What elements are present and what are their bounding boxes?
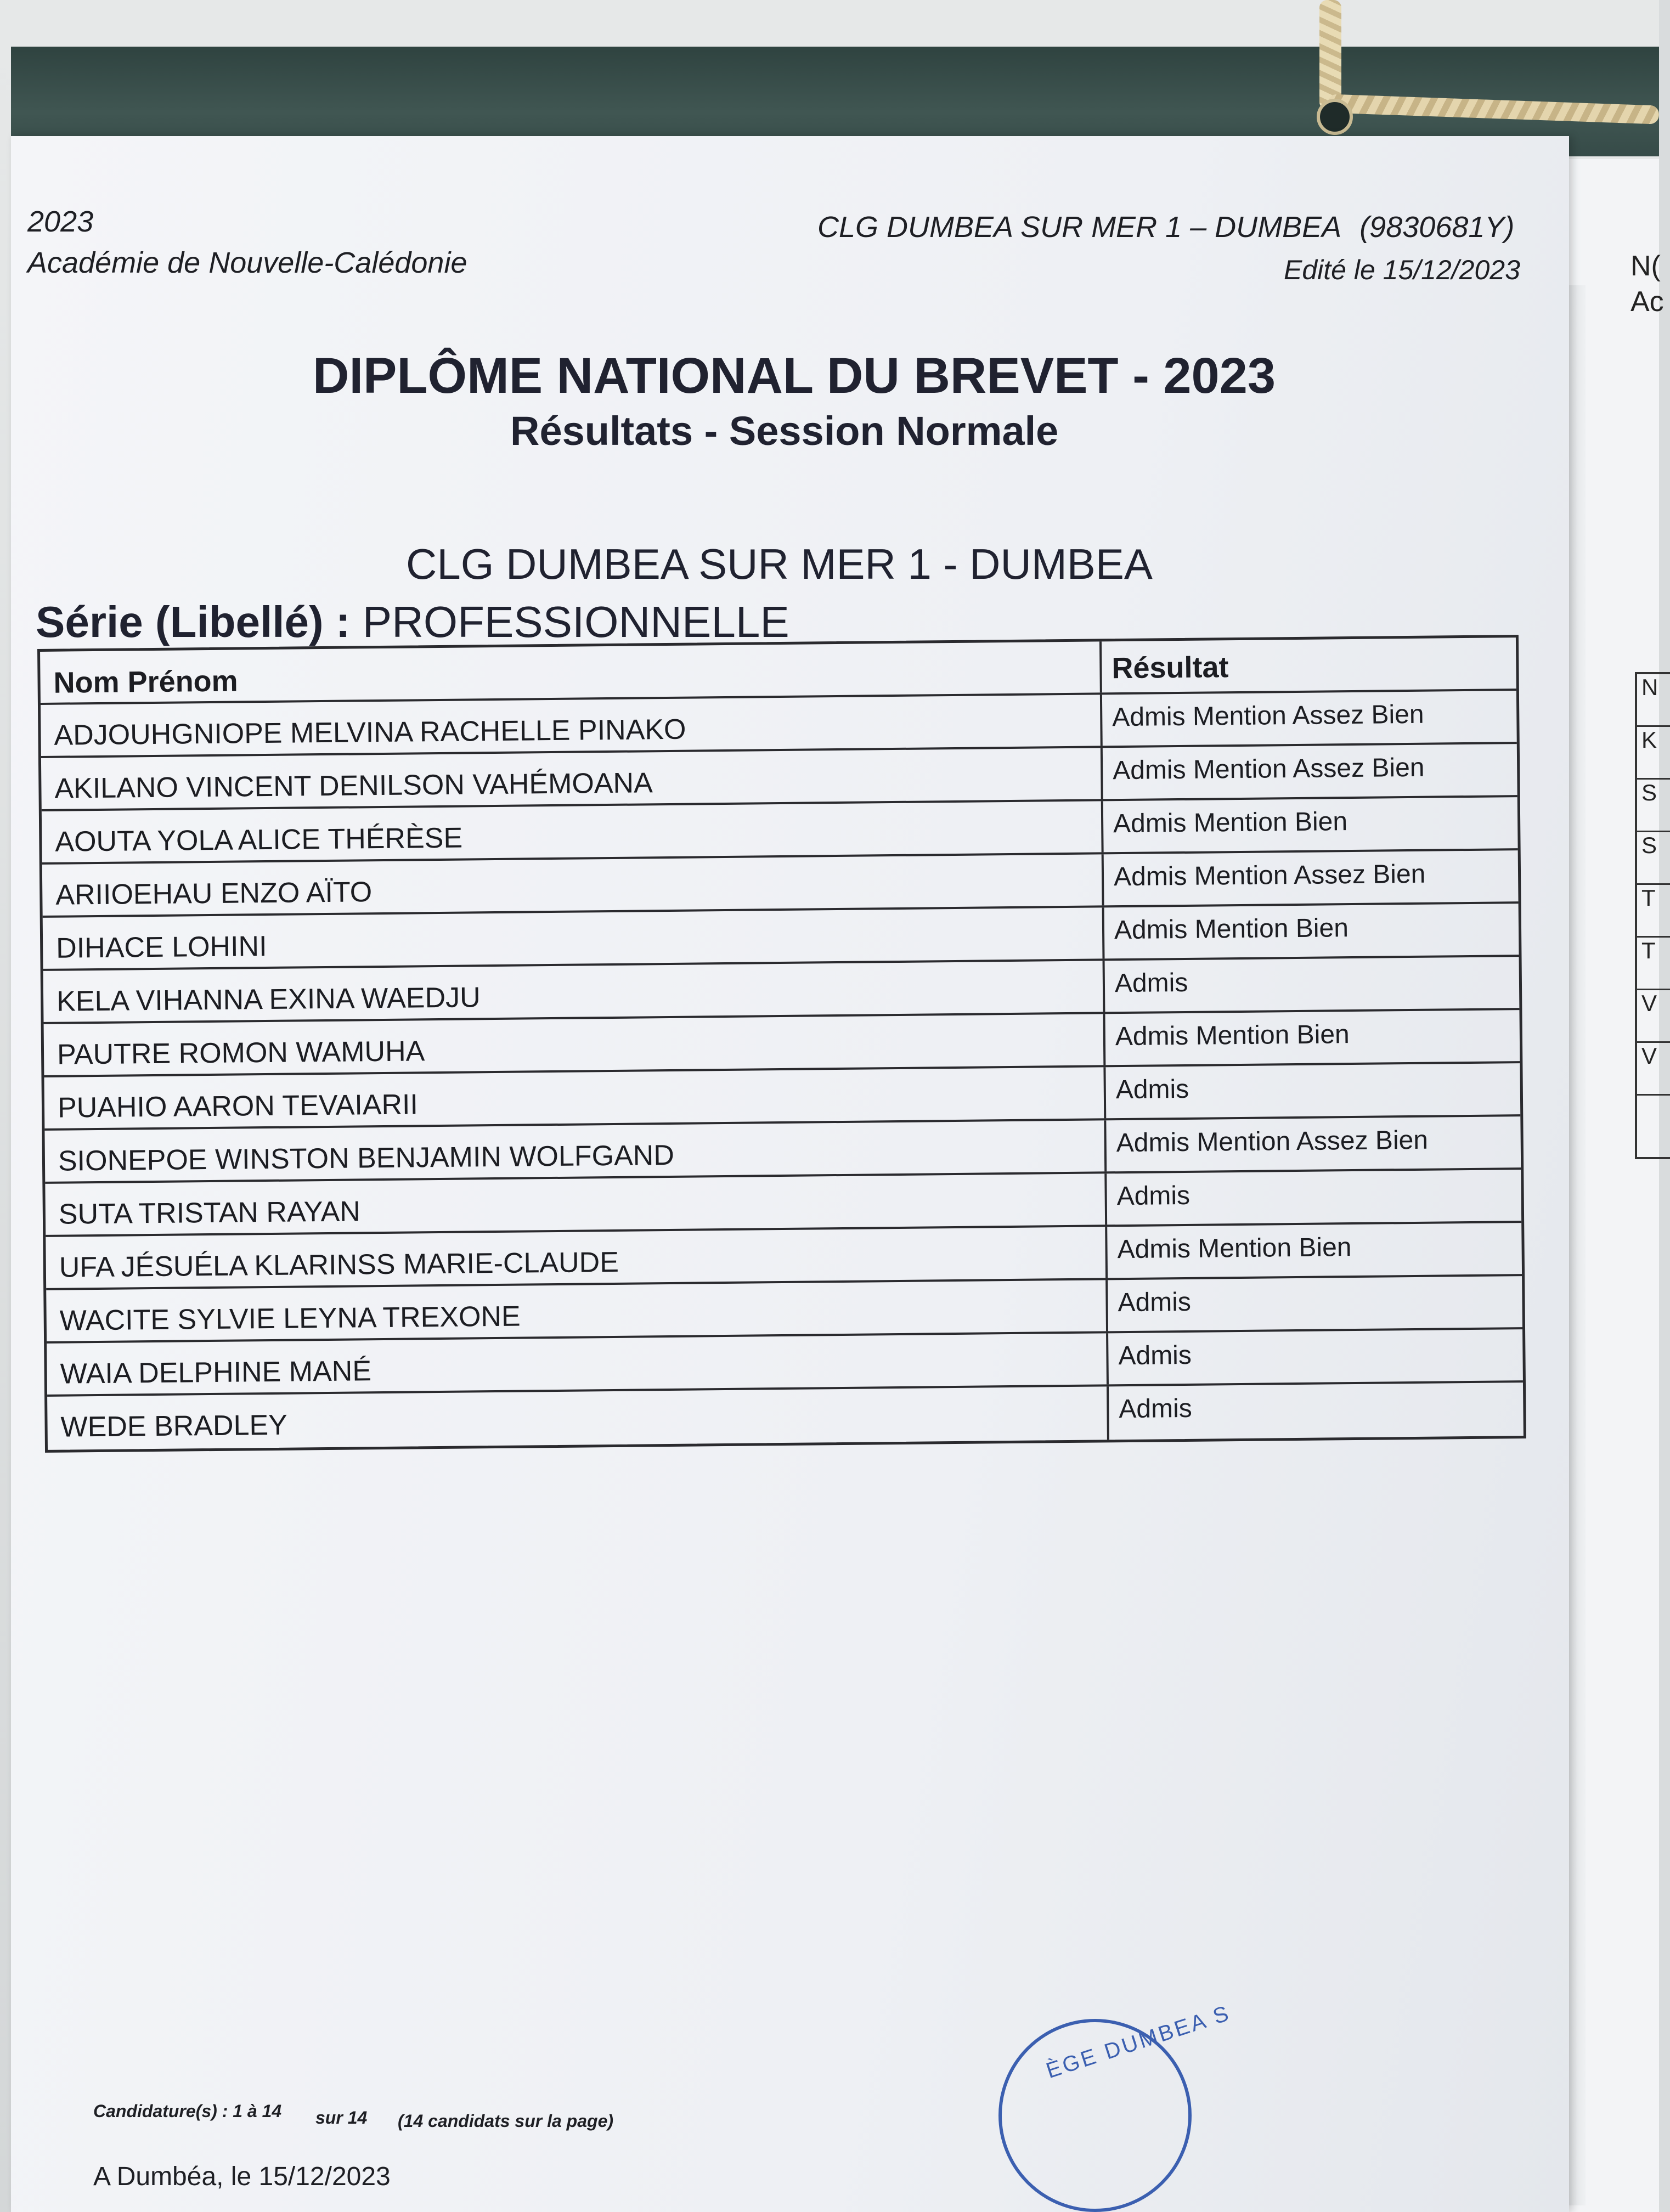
- cell-nom: KELA VIHANNA EXINA WAEDJU: [43, 961, 1105, 1022]
- footer-candidature: Candidature(s) : 1 à 14: [93, 2101, 282, 2121]
- cell-nom: PAUTRE ROMON WAMUHA: [44, 1014, 1106, 1075]
- stamp-text: ÈGE DUMBEA S: [1043, 2000, 1234, 2084]
- cell-nom: PUAHIO AARON TEVAIARII: [44, 1067, 1106, 1128]
- cell-nom: AOUTA YOLA ALICE THÉRÈSE: [42, 801, 1104, 862]
- header-etablissement: [817, 210, 1514, 244]
- cell-resultat: Admis Mention Assez Bien: [1112, 699, 1424, 732]
- cell-nom: DIHACE LOHINI: [43, 907, 1105, 969]
- second-sheet-row: T: [1637, 938, 1670, 990]
- cell-resultat: Admis: [1118, 1287, 1192, 1318]
- second-sheet-row: N: [1637, 674, 1670, 727]
- cell-nom: ARIIOEHAU ENZO AÏTO: [42, 854, 1104, 916]
- cell-resultat: Admis Mention Bien: [1115, 1020, 1350, 1052]
- hanger-hole: [1317, 99, 1353, 135]
- cell-nom: UFA JÉSUÉLA KLARINSS MARIE-CLAUDE: [46, 1227, 1108, 1288]
- second-sheet-row: S: [1637, 780, 1670, 832]
- column-header-nom: Nom Prénom: [40, 641, 1102, 703]
- footer-lieu-date: A Dumbéa, le 15/12/2023: [93, 2162, 391, 2191]
- cell-resultat: Admis: [1119, 1393, 1192, 1424]
- school-name: CLG DUMBEA SUR MER 1 - DUMBEA: [406, 540, 1153, 588]
- second-sheet-row: T: [1637, 885, 1670, 938]
- cell-nom: SUTA TRISTAN RAYAN: [45, 1173, 1107, 1235]
- column-header-resultat: Résultat: [1112, 651, 1229, 685]
- second-sheet-row: S: [1637, 832, 1670, 885]
- cell-resultat: Admis Mention Assez Bien: [1116, 1125, 1429, 1158]
- cell-nom: SIONEPOE WINSTON BENJAMIN WOLFGAND: [44, 1120, 1107, 1182]
- second-sheet-line2: Ac: [1630, 286, 1664, 318]
- cell-nom: ADJOUHGNIOPE MELVINA RACHELLE PINAKO: [41, 695, 1103, 756]
- second-sheet-row: K: [1637, 727, 1670, 780]
- second-sheet-row: V: [1637, 1043, 1670, 1096]
- page-subtitle: Résultats - Session Normale: [510, 408, 1059, 454]
- serie-value: PROFESSIONNELLE: [362, 597, 789, 646]
- header-academie: Académie de Nouvelle-Calédonie: [27, 246, 467, 279]
- cell-resultat: Admis Mention Assez Bien: [1113, 859, 1426, 892]
- cell-resultat: Admis: [1118, 1340, 1192, 1371]
- page-title: DIPLÔME NATIONAL DU BREVET - 2023: [313, 348, 1276, 404]
- header-year: 2023: [27, 205, 94, 238]
- results-sheet: [11, 136, 1569, 2212]
- second-sheet-line1: N(: [1630, 250, 1661, 282]
- hanging-string: [1319, 0, 1341, 110]
- cell-nom: WEDE BRADLEY: [47, 1386, 1109, 1450]
- etablissement-name: CLG DUMBEA SUR MER 1 – DUMBEA: [817, 211, 1341, 244]
- serie-label: Série (Libellé) :: [36, 597, 351, 646]
- cell-resultat: Admis: [1115, 1074, 1189, 1105]
- etablissement-code: (9830681Y): [1359, 211, 1515, 244]
- cell-resultat: Admis: [1114, 968, 1188, 998]
- cell-nom: WAIA DELPHINE MANÉ: [47, 1333, 1109, 1395]
- cell-resultat: Admis: [1116, 1181, 1191, 1211]
- results-table: [37, 635, 1526, 1453]
- cell-nom: WACITE SYLVIE LEYNA TREXONE: [46, 1280, 1108, 1341]
- cell-nom: AKILANO VINCENT DENILSON VAHÉMOANA: [41, 748, 1103, 809]
- cell-resultat: Admis Mention Bien: [1117, 1233, 1352, 1265]
- cell-resultat: Admis Mention Bien: [1114, 913, 1349, 945]
- cell-resultat: Admis Mention Assez Bien: [1112, 753, 1425, 786]
- second-sheet-table: [1635, 672, 1670, 1159]
- footer-note: (14 candidats sur la page): [398, 2111, 614, 2131]
- footer-sur: sur 14: [315, 2108, 368, 2128]
- serie-line: [36, 597, 789, 647]
- cell-resultat: Admis Mention Bien: [1113, 807, 1348, 839]
- header-edite: Edité le 15/12/2023: [1284, 255, 1520, 285]
- second-sheet-row: V: [1637, 990, 1670, 1043]
